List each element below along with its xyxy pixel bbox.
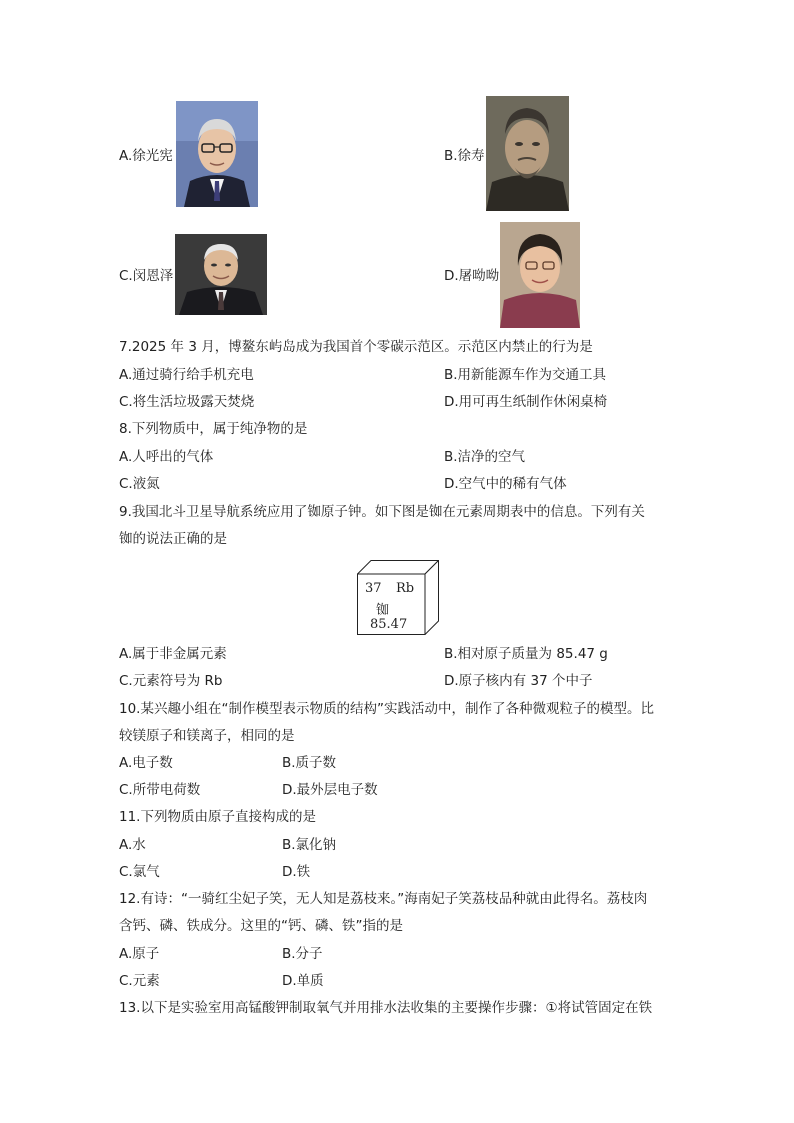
portrait-tu-youyou (500, 222, 580, 328)
q11-option-c: C.氯气 (119, 864, 160, 880)
q10-option-a: A.电子数 (119, 755, 173, 771)
q11-option-d: D.铁 (282, 864, 311, 880)
q8-option-d: D.空气中的稀有气体 (444, 476, 567, 492)
q6-option-c: C.闵恩泽 (119, 268, 174, 284)
q10-stem-line2: 较镁原子和镁离子，相同的是 (119, 728, 295, 744)
q12-option-d: D.单质 (282, 973, 324, 989)
q10-option-d: D.最外层电子数 (282, 782, 378, 798)
q9-option-d: D.原子核内有 37 个中子 (444, 673, 593, 689)
element-name: 铷 (376, 603, 390, 618)
q7-option-d: D.用可再生纸制作休闲桌椅 (444, 394, 608, 410)
element-atomic-mass: 85.47 (370, 617, 408, 632)
q9-option-c: C.元素符号为 Rb (119, 673, 223, 689)
q13-stem: 13.以下是实验室用高锰酸钾制取氧气并用排水法收集的主要操作步骤：①将试管固定在铁 (119, 1000, 653, 1016)
q11-option-b: B.氯化钠 (282, 837, 337, 853)
q7-stem: 7.2025 年 3 月，博鳌东屿岛成为我国首个零碳示范区。示范区内禁止的行为是 (119, 339, 593, 355)
q6-option-b: B.徐寿 (444, 148, 485, 164)
q8-option-b: B.洁净的空气 (444, 449, 526, 465)
q11-stem: 11.下列物质由原子直接构成的是 (119, 809, 316, 825)
q9-option-a: A.属于非金属元素 (119, 646, 227, 662)
q11-option-a: A.水 (119, 837, 146, 853)
q10-option-c: C.所带电荷数 (119, 782, 201, 798)
q7-option-a: A.通过骑行给手机充电 (119, 367, 254, 383)
q7-option-b: B.用新能源车作为交通工具 (444, 367, 607, 383)
q9-stem-line1: 9.我国北斗卫星导航系统应用了铷原子钟。如下图是铷在元素周期表中的信息。下列有关 (119, 504, 645, 520)
q12-option-b: B.分子 (282, 946, 323, 962)
q10-option-b: B.质子数 (282, 755, 337, 771)
q8-stem: 8.下列物质中，属于纯净物的是 (119, 421, 308, 437)
q12-stem-line2: 含钙、磷、铁成分。这里的“钙、磷、铁”指的是 (119, 918, 403, 934)
q12-option-c: C.元素 (119, 973, 160, 989)
q9-option-b: B.相对原子质量为 85.47 g (444, 646, 608, 662)
portrait-min-enze (175, 234, 267, 315)
q12-option-a: A.原子 (119, 946, 160, 962)
q12-stem-line1: 12.有诗：“一骑红尘妃子笑，无人知是荔枝来。”海南妃子笑荔枝品种就由此得名。荔枝肉 (119, 891, 648, 907)
portrait-xu-guangxian (176, 101, 258, 207)
q6-option-d: D.屠呦呦 (444, 268, 500, 284)
q10-stem-line1: 10.某兴趣小组在“制作模型表示物质的结构”实践活动中，制作了各种微观粒子的模型。比 (119, 701, 654, 717)
element-atomic-number: 37 (365, 581, 382, 596)
q6-option-a: A.徐光宪 (119, 148, 173, 164)
q9-stem-line2: 铷的说法正确的是 (119, 531, 227, 547)
q7-option-c: C.将生活垃圾露天焚烧 (119, 394, 255, 410)
q8-option-c: C.液氮 (119, 476, 160, 492)
q8-option-a: A.人呼出的气体 (119, 449, 214, 465)
element-symbol: Rb (396, 581, 415, 596)
portrait-xu-shou (486, 96, 569, 211)
